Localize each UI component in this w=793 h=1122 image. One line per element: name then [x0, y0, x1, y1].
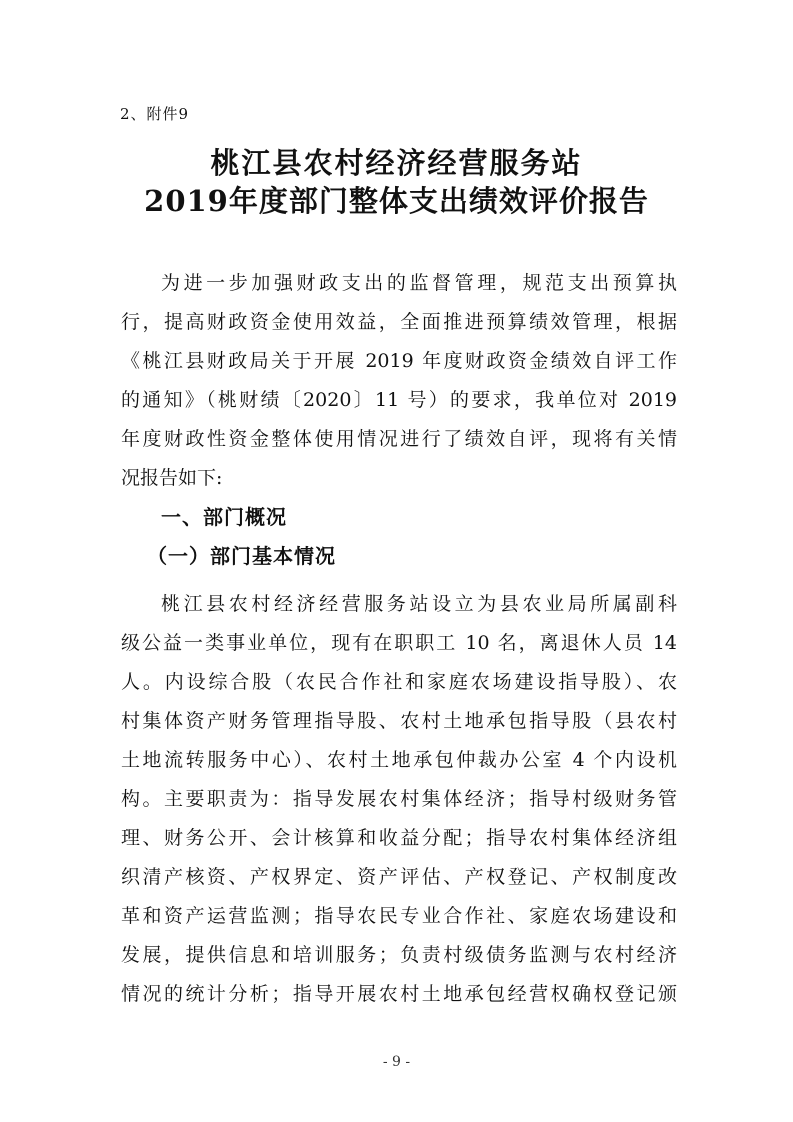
body-line: 人。内设综合股（农民合作社和家庭农场建设指导股）、农	[121, 671, 677, 693]
body-line: 理、财务公开、会计核算和收益分配；指导农村集体经济组	[121, 827, 677, 849]
body-line: 级公益一类事业单位，现有在职职工 10 名，离退休人员 14	[121, 632, 677, 654]
page-number: - 9 -	[382, 1054, 411, 1070]
intro-line: 行，提高财政资金使用效益，全面推进预算绩效管理，根据	[121, 311, 677, 333]
report-title-line-2: 2019年度部门整体支出绩效评价报告	[144, 184, 649, 218]
intro-line: 为进一步加强财政支出的监督管理，规范支出预算执	[161, 272, 677, 294]
body-line: 发展，提供信息和培训服务；负责村级债务监测与农村经济	[121, 944, 677, 966]
body-line: 桃江县农村经济经营服务站设立为县农业局所属副科	[161, 593, 677, 615]
report-title-line-1: 桃江县农村经济经营服务站	[210, 146, 583, 180]
intro-line: 的通知》（桃财绩〔2020〕11 号）的要求，我单位对 2019	[121, 389, 677, 411]
attachment-label: 2、附件9	[120, 105, 190, 123]
section-heading: 一、部门概况	[161, 505, 287, 529]
intro-line: 况报告如下:	[121, 467, 223, 489]
intro-line: 《桃江县财政局关于开展 2019 年度财政资金绩效自评工作	[121, 350, 677, 372]
subsection-heading: （一）部门基本情况	[147, 544, 336, 568]
body-line: 构。主要职责为：指导发展农村集体经济；指导村级财务管	[121, 788, 677, 810]
body-line: 革和资产运营监测；指导农民专业合作社、家庭农场建设和	[121, 905, 677, 927]
body-line: 土地流转服务中心）、农村土地承包仲裁办公室 4 个内设机	[121, 749, 677, 771]
body-line: 情况的统计分析；指导开展农村土地承包经营权确权登记颁	[121, 983, 677, 1005]
body-line: 村集体资产财务管理指导股、农村土地承包指导股（县农村	[121, 710, 677, 732]
body-line: 织清产核资、产权界定、资产评估、产权登记、产权制度改	[121, 866, 677, 888]
intro-line: 年度财政性资金整体使用情况进行了绩效自评，现将有关情	[121, 428, 677, 450]
